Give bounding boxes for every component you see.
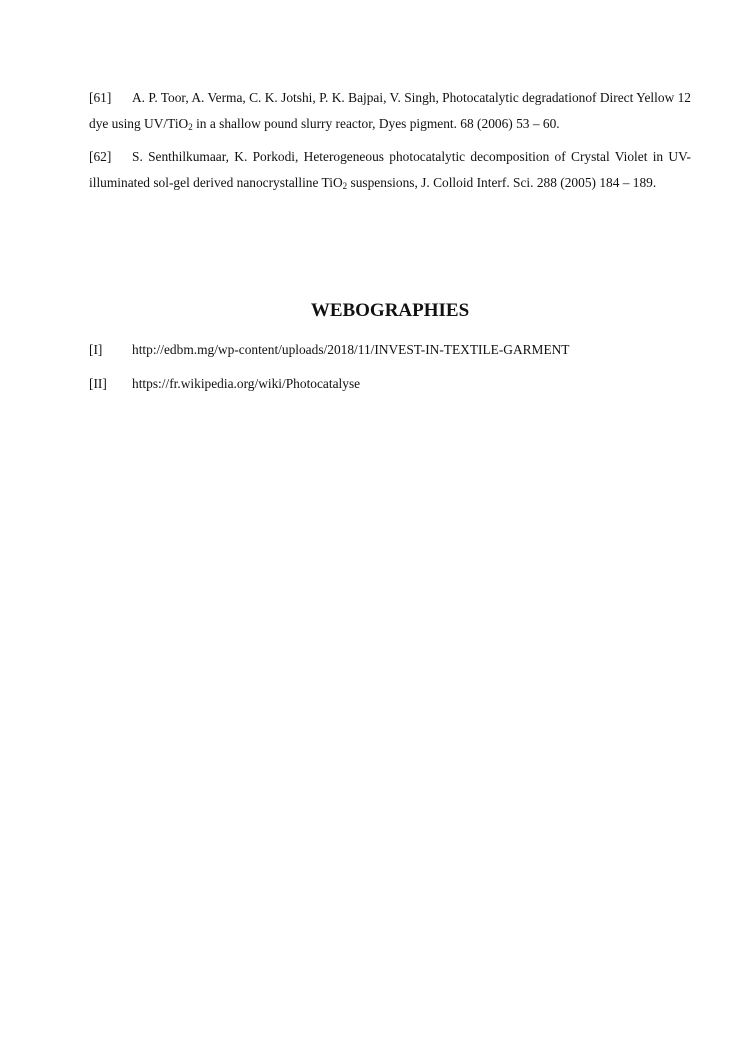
reference-text-continued: suspensions, J. Colloid Interf. Sci. 288 (2005) 184 – 189.: [347, 175, 657, 190]
webography-item: [89, 340, 709, 360]
reference-text: A. P. Toor, A. Verma, C. K. Jotshi, P. K. Bajpai, V. Singh, Photocatalytic degradationof Direct Yellow 12 dye using UV/TiO: [89, 90, 691, 131]
webographies-heading: WEBOGRAPHIES: [310, 300, 470, 321]
reference-number: [62]: [89, 149, 112, 164]
webography-number: [I]: [89, 342, 103, 357]
subscript: 2: [188, 122, 193, 132]
reference-text-continued: in a shallow pound slurry reactor, Dyes pigment. 68 (2006) 53 – 60.: [192, 116, 560, 131]
reference-62: [89, 144, 691, 196]
reference-text: S. Senthilkumaar, K. Porkodi, Heterogeneous photocatalytic decomposition of Crystal Violet in UV-illuminated sol-gel derived nanocrystalline TiO: [89, 149, 691, 190]
webography-number: [II]: [89, 376, 107, 391]
webography-item: [89, 374, 709, 394]
reference-number: [61]: [89, 90, 112, 105]
webography-link[interactable]: https://fr.wikipedia.org/wiki/Photocatalyse: [132, 376, 361, 391]
reference-61: [89, 85, 691, 137]
webography-link[interactable]: http://edbm.mg/wp-content/uploads/2018/11/INVEST-IN-TEXTILE-GARMENT: [132, 342, 570, 357]
subscript: 2: [342, 181, 348, 191]
